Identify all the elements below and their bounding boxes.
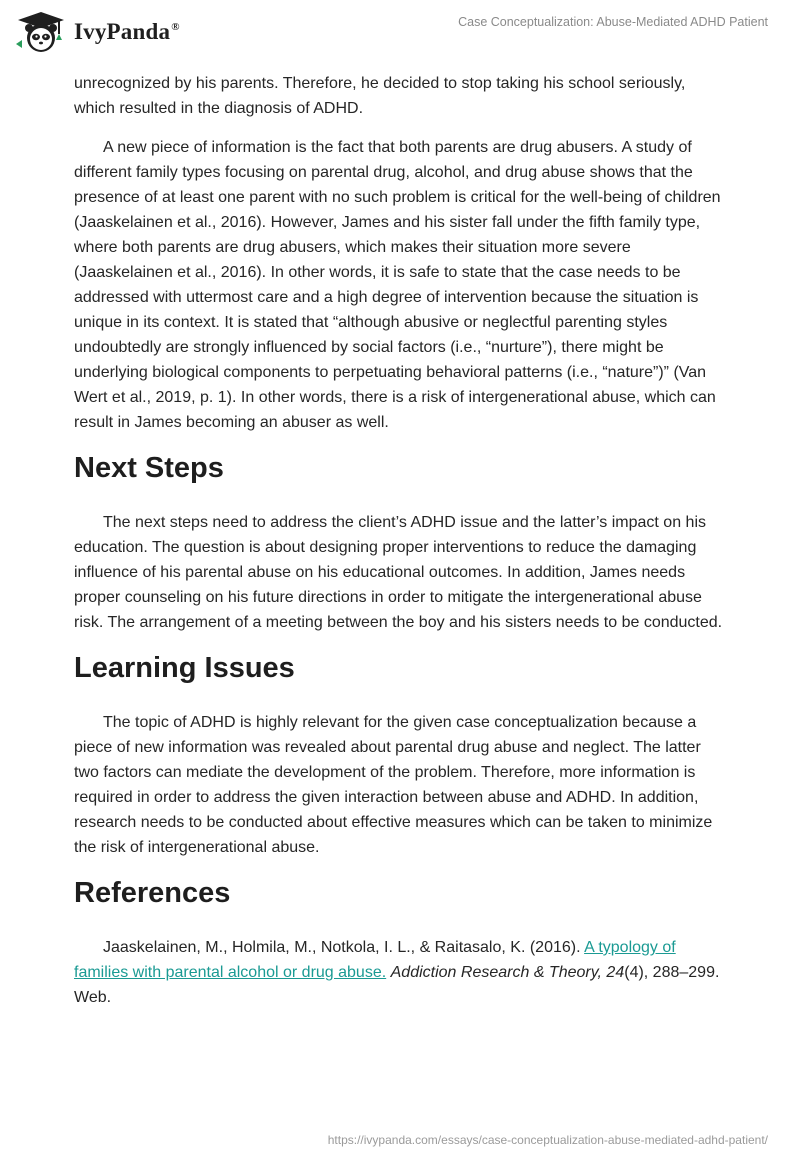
reference-pages: (4), 288–299. Web. <box>74 964 720 1006</box>
ivypanda-logo[interactable] <box>14 10 180 54</box>
essay-content <box>74 71 726 1024</box>
logo-wordmark: IvyPanda® <box>74 19 180 44</box>
reference-journal: Addiction Research & Theory, 24 <box>390 964 625 981</box>
paragraph-next-steps: The next steps need to address the client’s ADHD issue and the latter’s impact on his education. The question is about designing proper interventions to reduce the damaging influence of his parental abuse on his educational outcomes. In addition, James needs proper counseling on his future directions in order to mitigate the intergenerational abuse risk. The arrangement of a meeting between the boy and his sisters needs to be conducted. <box>74 514 723 631</box>
heading-references: References <box>74 877 231 909</box>
paragraph-new-information: A new piece of information is the fact that both parents are drug abusers. A study of different family types focusing on parental drug, alcohol, and drug abuse shows that the presence of at least one parent with no such problem is critical for the well-being of children (Jaaskelainen et al., 2016). However, James and his sister fall under the fifth family type, where both parents are drug abusers, which makes their situation more severe (Jaaskelainen et al., 2016). In other words, it is safe to state that the case needs to be addressed with uttermost care and a high degree of intervention because the situation is unique in its context. It is stated that “although abusive or neglectful parenting styles undoubtedly are strongly influenced by social factors (i.e., “nurture”), there might be underlying biological components to perpetuating behavioral patterns (i.e., “nature”)” (Van Wert et al., 2019, p. 1). In other words, there is a risk of intergenerational abuse, which can result in James becoming an abuser as well. <box>74 139 721 431</box>
paragraph-continued: unrecognized by his parents. Therefore, he decided to stop taking his school seriously, which resulted in the diagnosis of ADHD. <box>74 75 686 117</box>
footer-source-url[interactable]: https://ivypanda.com/essays/case-conceptualization-abuse-mediated-adhd-patient/ <box>327 1133 768 1147</box>
reference-link[interactable]: A typology of families with parental alcohol or drug abuse. <box>74 939 676 981</box>
heading-learning-issues: Learning Issues <box>74 652 295 684</box>
reference-entry <box>74 935 726 1010</box>
panda-graduate-icon <box>14 10 68 54</box>
heading-next-steps: Next Steps <box>74 452 224 484</box>
paragraph-learning-issues: The topic of ADHD is highly relevant for the given case conceptualization because a piece of new information was revealed about parental drug abuse and neglect. The latter two factors can mediate the development of the problem. Therefore, more information is required in order to address the given interaction between abuse and ADHD. In addition, research needs to be conducted about effective measures which can be taken to minimize the risk of intergenerational abuse. <box>74 714 713 856</box>
reference-authors: Jaaskelainen, M., Holmila, M., Notkola, I. L., & Raitasalo, K. (2016). <box>103 939 585 956</box>
page-header <box>0 0 800 64</box>
document-running-title: Case Conceptualization: Abuse-Mediated ADHD Patient <box>458 15 768 29</box>
